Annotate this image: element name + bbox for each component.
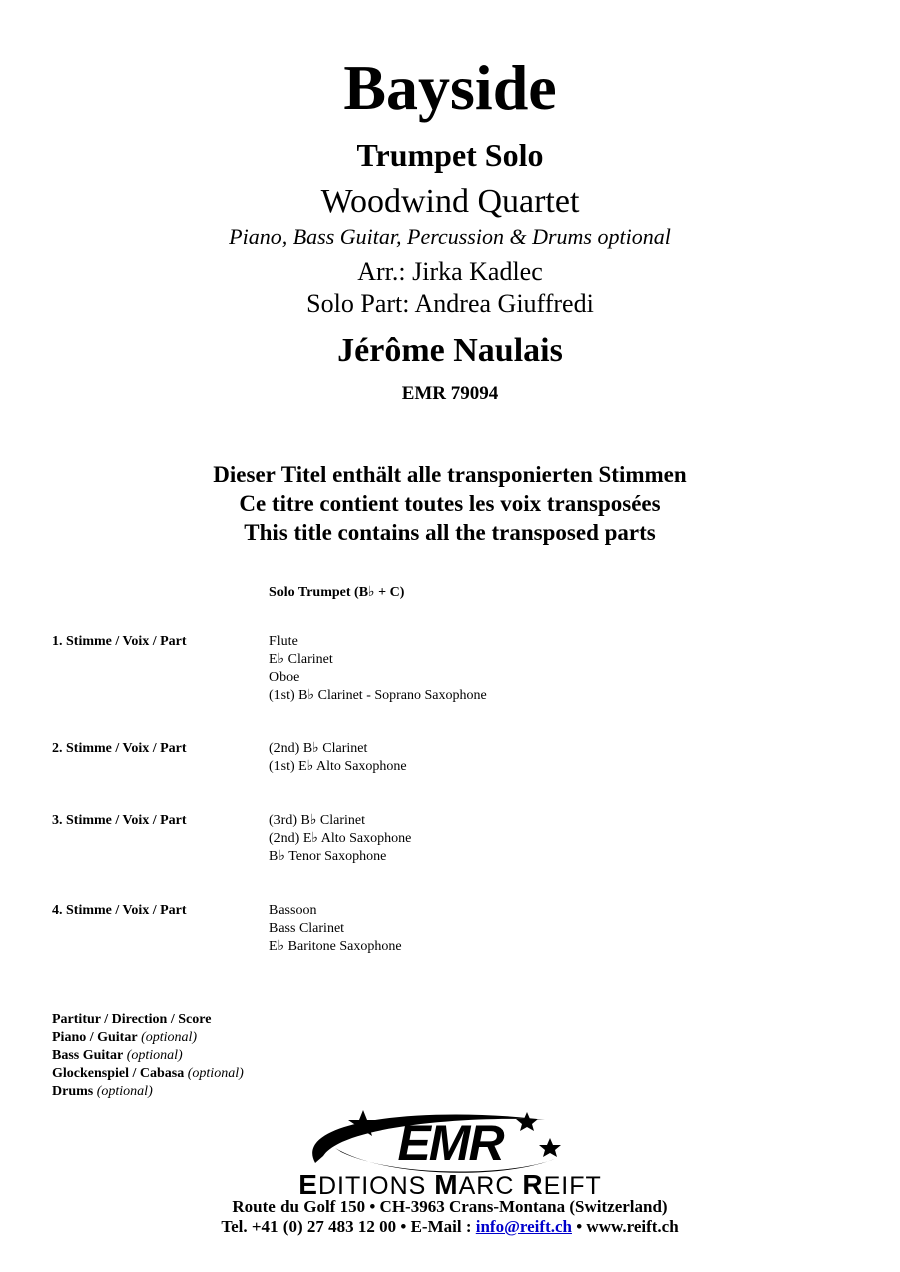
instrument: (1st) B♭ Clarinet - Soprano Saxophone <box>269 688 487 703</box>
part-instruments <box>269 740 407 776</box>
notice-english: This title contains all the transposed parts <box>244 520 656 545</box>
part-label: 3. Stimme / Voix / Part <box>52 813 187 828</box>
extra-part: Glockenspiel / Cabasa (optional) <box>52 1066 244 1081</box>
optional-instruments: Piano, Bass Guitar, Percussion & Drums optional <box>229 224 671 249</box>
instrument: Bassoon <box>269 903 317 918</box>
publisher-address: Route du Golf 150 • CH-3963 Crans-Montana (Switzerland) <box>232 1197 668 1216</box>
part-instruments <box>269 812 411 866</box>
instrument: (2nd) E♭ Alto Saxophone <box>269 831 412 846</box>
instrument: E♭ Baritone Saxophone <box>269 939 402 954</box>
notice-french: Ce titre contient toutes les voix transposées <box>239 491 661 516</box>
arranger: Arr.: Jirka Kadlec <box>357 257 543 286</box>
solo-trumpet-line: Solo Trumpet (B♭ + C) <box>269 585 405 600</box>
publisher-name: EDITIONS MARC REIFT <box>298 1169 602 1200</box>
instrument: Flute <box>269 634 298 649</box>
part-label: 1. Stimme / Voix / Part <box>52 634 187 649</box>
instrument: E♭ Clarinet <box>269 652 333 667</box>
extra-part: Bass Guitar (optional) <box>52 1048 183 1063</box>
email-link[interactable]: info@reift.ch <box>475 1217 572 1236</box>
composer: Jérôme Naulais <box>337 332 563 369</box>
notice-german: Dieser Titel enthält alle transponierten Stimmen <box>213 462 687 487</box>
solo-part-credit: Solo Part: Andrea Giuffredi <box>306 289 594 318</box>
title: Bayside <box>343 52 557 123</box>
subtitle: Trumpet Solo <box>356 137 544 173</box>
extra-part: Partitur / Direction / Score <box>52 1012 212 1027</box>
extra-part: Piano / Guitar (optional) <box>52 1030 198 1045</box>
part-label: 4. Stimme / Voix / Part <box>52 903 187 918</box>
part-label: 2. Stimme / Voix / Part <box>52 741 187 756</box>
part-instruments <box>269 633 487 705</box>
part-instruments <box>269 902 402 956</box>
instrument: (1st) E♭ Alto Saxophone <box>269 759 407 774</box>
extra-part: Drums (optional) <box>52 1084 153 1099</box>
instrument: Bass Clarinet <box>269 921 345 936</box>
instrument: B♭ Tenor Saxophone <box>269 849 387 864</box>
publisher-contact: Tel. +41 (0) 27 483 12 00 • E-Mail : info@reift.ch • www.reift.ch <box>221 1217 679 1236</box>
logo-text: EMR <box>397 1115 503 1171</box>
catalog-number: EMR 79094 <box>401 383 499 404</box>
ensemble: Woodwind Quartet <box>320 183 580 220</box>
extra-parts-list <box>52 1011 244 1101</box>
instrument: (3rd) B♭ Clarinet <box>269 813 366 828</box>
instrument: Oboe <box>269 670 300 685</box>
instrument: (2nd) B♭ Clarinet <box>269 741 368 756</box>
